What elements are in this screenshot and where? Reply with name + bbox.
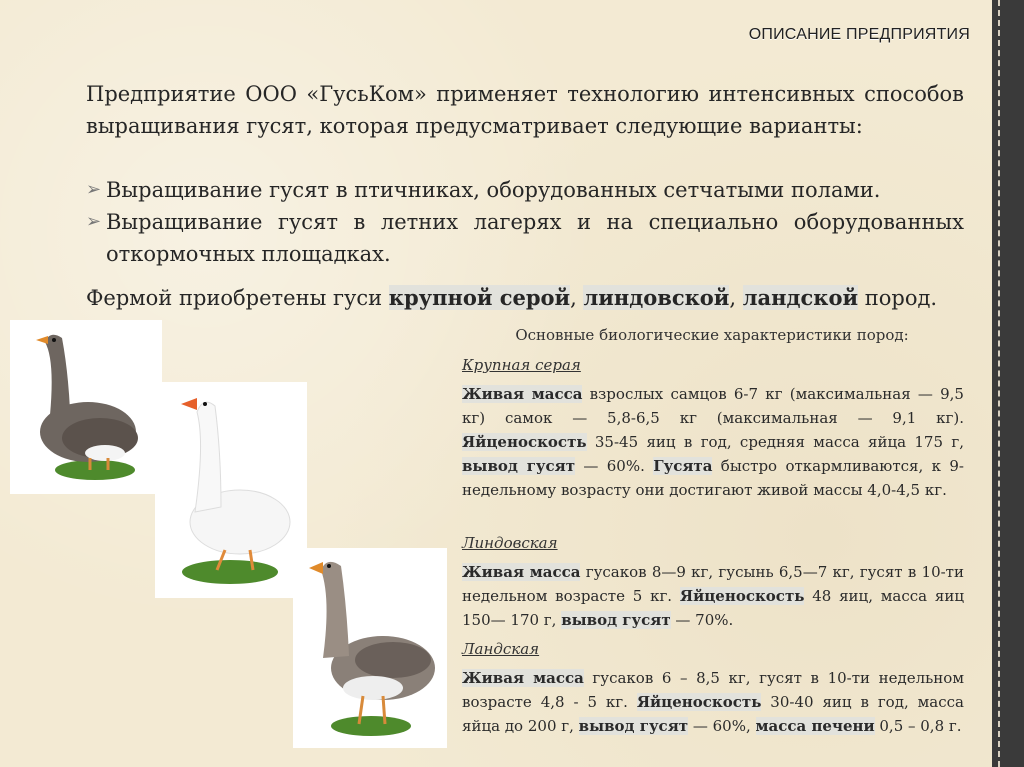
separator: , [729, 286, 743, 310]
rail-stitch [998, 0, 1002, 767]
keyword-term: Яйценоскость [462, 433, 587, 451]
breed-description [462, 560, 964, 632]
description-text: гусаков 8—9 кг, гусынь 6,5—7 кг, гусят в 10-ти недельном возрасте 5 кг. [462, 563, 964, 605]
characteristics-heading: Основные биологические характеристики пород: [515, 326, 909, 344]
description-text: гусаков 6 – 8,5 кг, гусят в 10-ти недельном возрасте 4,8 - 5 кг. [462, 669, 964, 711]
arrow-bullet-icon: ➢ [86, 179, 102, 200]
breed-highlight: линдовской [583, 285, 730, 310]
description-text: — 70%. [670, 611, 734, 629]
description-text: — 60%, [688, 717, 756, 735]
breed-highlight: крупной серой [388, 285, 571, 310]
keyword-term: Живая масса [462, 669, 584, 687]
bullet-text: Выращивание гусят в летних лагерях и на специально оборудованных откормочных площадках. [106, 210, 964, 266]
breed-highlight: ландской [742, 285, 859, 310]
description-text: — 60%. [575, 457, 654, 475]
bullet-item [86, 174, 964, 206]
description-text: 0,5 – 0,8 г. [874, 717, 962, 735]
intro-paragraph: Предприятие ООО «ГусьКом» применяет технологию интенсивных способов выращивания гусят, которая предусматривает следующие варианты: [86, 82, 964, 138]
keyword-term: Живая масса [462, 563, 581, 581]
separator: , [570, 286, 584, 310]
description-text: 48 яиц, масса яиц 150— 170 г, [462, 587, 965, 629]
keyword-term: Гусята [653, 457, 713, 475]
description-text: 35-45 яиц в год, средняя масса яйца 175 г, [586, 433, 964, 451]
breed-name: Ландская [462, 640, 540, 658]
keyword-term: Яйценоскость [636, 693, 762, 711]
breed-description [462, 666, 964, 738]
farm-breeds-line [86, 282, 964, 314]
description-text: взрослых самцов 6-7 кг (максимальная — 9,5 кг) самок — 5,8-6,5 кг (максимальная — 9,1 кг). [462, 385, 964, 427]
bullet-item [86, 206, 964, 270]
keyword-term: вывод гусят [462, 457, 576, 475]
arrow-bullet-icon: ➢ [86, 211, 102, 232]
decorative-rail [992, 0, 1024, 767]
farm-prefix: Фермой приобретены гуси [86, 286, 389, 310]
slide-title: ОПИСАНИЕ ПРЕДПРИЯТИЯ [748, 26, 970, 43]
breed-name: Линдовская [462, 534, 558, 552]
description-text: быстро откармливаются, к 9-недельному возрасту они достигают живой массы 4,0-4,5 кг. [462, 457, 964, 499]
bullet-text: Выращивание гусят в птичниках, оборудованных сетчатыми полами. [106, 178, 881, 202]
landes-goose-photo [293, 548, 447, 748]
keyword-term: масса печени [755, 717, 875, 735]
gray-goose-photo [10, 320, 162, 494]
breed-description [462, 382, 964, 502]
keyword-term: вывод гусят [561, 611, 671, 629]
white-goose-photo [155, 382, 307, 598]
description-text: 30-40 яиц в год, масса яйца до 200 г, [462, 693, 964, 735]
keyword-term: вывод гусят [578, 717, 689, 735]
breed-name: Крупная серая [462, 356, 581, 374]
bullet-list [86, 174, 964, 270]
keyword-term: Живая масса [462, 385, 583, 403]
keyword-term: Яйценоскость [679, 587, 805, 605]
farm-suffix: пород. [858, 286, 938, 310]
